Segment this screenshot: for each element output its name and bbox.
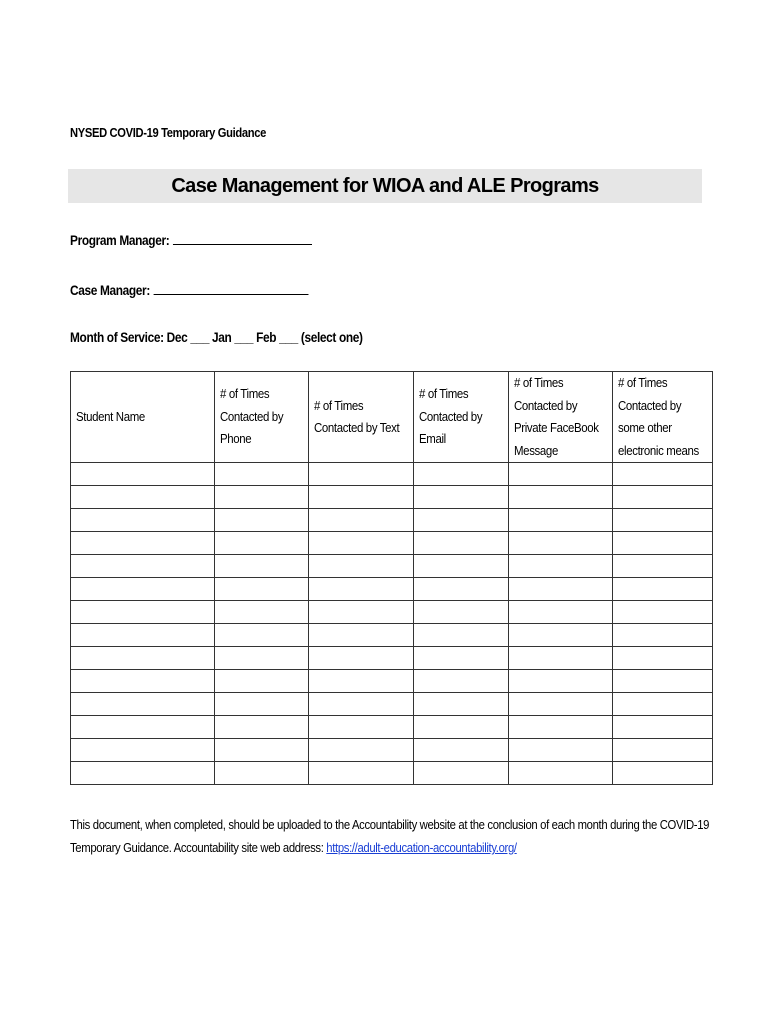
table-cell[interactable] <box>613 555 713 578</box>
table-row <box>71 509 713 532</box>
table-cell[interactable] <box>71 693 215 716</box>
column-header-label: # of Times Contacted by Text <box>314 397 400 435</box>
table-cell[interactable] <box>509 739 613 762</box>
table-cell[interactable] <box>215 578 309 601</box>
table-cell[interactable] <box>309 716 414 739</box>
table-cell[interactable] <box>613 647 713 670</box>
accountability-link[interactable]: https://adult-education-accountability.org/ <box>326 840 517 855</box>
table-row <box>71 716 713 739</box>
table-cell[interactable] <box>613 693 713 716</box>
table-cell[interactable] <box>71 532 215 555</box>
table-cell[interactable] <box>414 624 509 647</box>
program-manager-blank[interactable] <box>173 232 312 245</box>
column-header-label: Student Name <box>76 408 145 424</box>
column-header-label: # of Times Contacted by Private FaceBook Message <box>514 375 599 458</box>
table-row <box>71 532 713 555</box>
table-cell[interactable] <box>215 762 309 785</box>
table-cell[interactable] <box>613 532 713 555</box>
table-row <box>71 739 713 762</box>
table-cell[interactable] <box>309 532 414 555</box>
table-cell[interactable] <box>613 762 713 785</box>
table-cell[interactable] <box>215 555 309 578</box>
table-cell[interactable] <box>309 486 414 509</box>
table-cell[interactable] <box>309 762 414 785</box>
footer-text: This document, when completed, should be uploaded to the Accountability website at the conclusion of each month during the COVID-19 Temporary Guidance. Accountability site web address: <box>70 817 710 855</box>
table-cell[interactable] <box>215 739 309 762</box>
table-cell[interactable] <box>309 509 414 532</box>
table-cell[interactable] <box>71 716 215 739</box>
table-cell[interactable] <box>414 762 509 785</box>
table-cell[interactable] <box>414 601 509 624</box>
table-cell[interactable] <box>215 716 309 739</box>
column-header-label: # of Times Contacted by Email <box>419 386 483 447</box>
table-cell[interactable] <box>414 555 509 578</box>
table-cell[interactable] <box>613 716 713 739</box>
table-cell[interactable] <box>509 509 613 532</box>
table-cell[interactable] <box>309 578 414 601</box>
table-row <box>71 670 713 693</box>
case-manager-label: Case Manager: <box>70 283 150 298</box>
table-cell[interactable] <box>215 647 309 670</box>
table-cell[interactable] <box>215 670 309 693</box>
column-header-label: # of Times Contacted by Phone <box>220 386 284 447</box>
column-header <box>309 372 414 463</box>
table-cell[interactable] <box>71 601 215 624</box>
program-manager-label: Program Manager: <box>70 233 170 248</box>
table-cell[interactable] <box>509 555 613 578</box>
table-cell[interactable] <box>613 739 713 762</box>
table-cell[interactable] <box>309 601 414 624</box>
table-cell[interactable] <box>71 555 215 578</box>
table-cell[interactable] <box>414 670 509 693</box>
table-cell[interactable] <box>509 762 613 785</box>
month-of-service-text: Month of Service: Dec ___ Jan ___ Feb ___ (select one) <box>70 330 363 345</box>
table-row <box>71 693 713 716</box>
table-cell[interactable] <box>71 647 215 670</box>
table-cell[interactable] <box>613 509 713 532</box>
table-cell[interactable] <box>613 670 713 693</box>
table-cell[interactable] <box>414 486 509 509</box>
footer-note <box>70 813 749 859</box>
table-cell[interactable] <box>71 486 215 509</box>
table-cell[interactable] <box>71 578 215 601</box>
table-cell[interactable] <box>414 463 509 486</box>
table-cell[interactable] <box>509 601 613 624</box>
table-cell[interactable] <box>509 532 613 555</box>
table-cell[interactable] <box>71 509 215 532</box>
column-header-label: # of Times Contacted by some other electronic means <box>618 375 700 458</box>
table-row <box>71 624 713 647</box>
table-cell[interactable] <box>309 624 414 647</box>
table-cell[interactable] <box>509 624 613 647</box>
table-cell[interactable] <box>309 647 414 670</box>
table-row <box>71 578 713 601</box>
table-cell[interactable] <box>309 555 414 578</box>
page-title: Case Management for WIOA and ALE Programs <box>171 175 599 197</box>
case-manager-blank[interactable] <box>153 282 308 295</box>
table-cell[interactable] <box>215 532 309 555</box>
table-cell[interactable] <box>215 693 309 716</box>
column-header <box>215 372 309 463</box>
table-cell[interactable] <box>509 486 613 509</box>
table-row <box>71 463 713 486</box>
table-cell[interactable] <box>509 716 613 739</box>
table-cell[interactable] <box>509 670 613 693</box>
table-cell[interactable] <box>309 463 414 486</box>
contact-log-table <box>70 371 713 785</box>
table-cell[interactable] <box>509 463 613 486</box>
table-row <box>71 647 713 670</box>
column-header <box>71 372 215 463</box>
table-cell[interactable] <box>414 716 509 739</box>
case-manager-field <box>70 282 308 298</box>
table-cell[interactable] <box>309 670 414 693</box>
table-row <box>71 555 713 578</box>
table-cell[interactable] <box>71 463 215 486</box>
table-cell[interactable] <box>414 647 509 670</box>
table-cell[interactable] <box>414 739 509 762</box>
table-cell[interactable] <box>613 463 713 486</box>
table-cell[interactable] <box>414 693 509 716</box>
header-note: NYSED COVID-19 Temporary Guidance <box>70 125 266 140</box>
table-cell[interactable] <box>215 463 309 486</box>
column-header <box>613 372 713 463</box>
column-header <box>509 372 613 463</box>
table-cell[interactable] <box>215 601 309 624</box>
table-cell[interactable] <box>414 532 509 555</box>
table-cell[interactable] <box>509 693 613 716</box>
table-cell[interactable] <box>71 739 215 762</box>
table-cell[interactable] <box>613 601 713 624</box>
table-cell[interactable] <box>613 624 713 647</box>
table-cell[interactable] <box>509 647 613 670</box>
table-body <box>71 463 713 785</box>
table-header-row <box>71 372 713 463</box>
table-row <box>71 601 713 624</box>
table-cell[interactable] <box>215 624 309 647</box>
table-cell[interactable] <box>613 578 713 601</box>
column-header <box>414 372 509 463</box>
table-cell[interactable] <box>414 578 509 601</box>
table-cell[interactable] <box>309 693 414 716</box>
table-cell[interactable] <box>414 509 509 532</box>
table-cell[interactable] <box>509 578 613 601</box>
table-row <box>71 486 713 509</box>
table-cell[interactable] <box>71 624 215 647</box>
table-cell[interactable] <box>215 486 309 509</box>
program-manager-field <box>70 232 312 248</box>
table-cell[interactable] <box>71 762 215 785</box>
month-of-service-field <box>70 330 363 345</box>
table-row <box>71 762 713 785</box>
table-cell[interactable] <box>613 486 713 509</box>
title-bar <box>68 169 702 203</box>
table-cell[interactable] <box>215 509 309 532</box>
table-cell[interactable] <box>71 670 215 693</box>
table-cell[interactable] <box>309 739 414 762</box>
